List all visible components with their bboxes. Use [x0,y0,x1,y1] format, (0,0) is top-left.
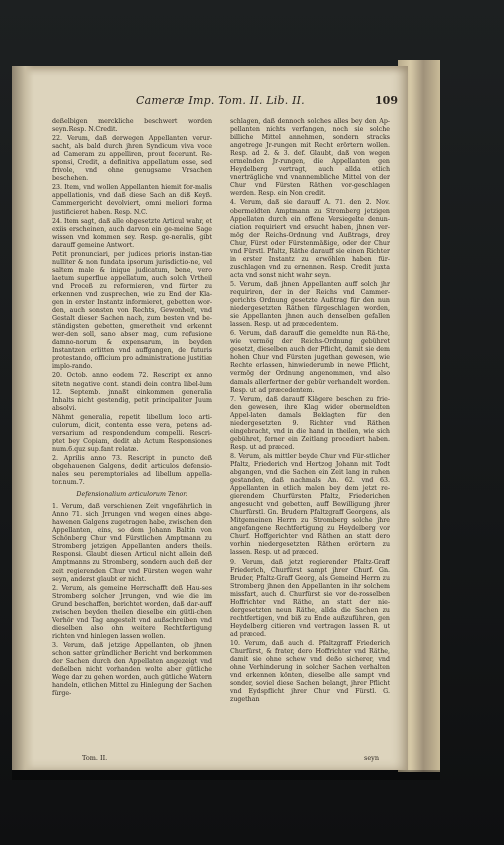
right-column [230,118,390,758]
paragraph: 6. Verum, daß darauff die gemeldte nun Rä-the, wie vermög der Reichs-Ordnung gebühret gesetzt, dieselben auch der Pflicht, damit sie dem hohen Chur vnd Fürsten jugethan gewesen, wie Rechte erlassen, hinwiederumb in newe Pflicht, vermög der Ordnung angenommen, vnd also damals allerfertner der gebür verhandelt worden. Resp. ut ad præcedentem. [230,330,390,394]
catchword: seyn [364,754,380,762]
paragraph: 2. Aprilis anno 73. Rescript in puncto deß obgehauenen Galgens, dedit articulos defensio-nales seu peremptoriales ad libellum appella-tor.num.7. [52,454,212,487]
paragraph: 8. Verum, als mittler beyde Chur vnd Für-stlicher Pfaltz, Friederich vnd Hertzog Johann mit Todt abgangen, vnd die Sachen ein Zeit lang in ruhen gestanden, daß nachmals An. 62. vnd 63. Appellanten in etlich malen bey dem jetzt re-gierendem Churfürsten Pfaltz, Friederichen angesucht vnd gebetten, auff Bewilligung jhrer Churfürstl. Gn. Brudern Pfaltzgraff Georgens, als Mitgemeinen Herrn zu Stromberg solche jhre angefangene Rechtfertigung zu Heydelberg vor Churf. Hoffgerichter vnd Räthen an statt dero vorhin niedergesetzten Räthen erörtern zu lassen. Resp. ut ad præced. [230,452,390,557]
paragraph: 1. Verum, daß verschienen Zeit vngefährlich in Anno 71. sich Jrrungen vnd wegen eines abge-hawenen Galgens zugetragen habe, zwischen den Appellanten, eins, so dem Johann Baltin von Schönberg Chur vnd Fürstlichen Amptmann zu Stromberg jetzigen Appellanten anders theils. Responsi. Glaubt diesen Articul nicht allein deß Amptmanns zu Stromberg, sondern auch deß der zeit regierenden Chur vnd Fürsten wegen wahr seyn, anderst glaubt er nicht. [52,503,212,583]
paragraph: 9. Verum, daß jetzt regierender Pfaltz-Graff Friederich, Churfürst sampt jhrer Churf. Gn. Bruder, Pfaltz-Graff Georg, als Gemeind Herrn zu Stromberg jhnen den Appellanten in ihr solchem missfart, auch d. Churfürst sie vor de-rosselben Hoffrichter vnd Räthe, an statt der nie-dergesetzten neun Räthe, allda die Sachen zu rechtfertigen, vnd biß zu Ende außzuführen, gen Heydelberg citieren vnd vertragen lassen R. ut ad præced. [230,558,390,638]
page-gutter [12,66,34,770]
paragraph: 7. Verum, daß darauff Klägere beschen zu frie-den gewesen, ihre Klag wider obermeldten Appel-laten damals Beklagten für den niedergesetzten 9. Richter vnd Räthen eingebracht, vnd in die hand in theilen, wie sich gebühret, ferner ein Zeitlang procediert haben. Resp. ut ad præced. [230,395,390,451]
paragraph: 22. Verum, daß derwegen Appellanten verur-sacht, als bald durch jhren Syndicum viva voce ad Cameram zu appelliren, prout fecerunt. Re-sponsi, Credit, a definitiva appellatum esse, sed frivole, vnd ohne genugsame Vrsachen beschehen. [52,135,212,183]
paragraph: 24. Item sagt, daß alle obgesetzte Articul wahr, et exiis erscheinen, auch darvon ein ge-meine Sage wissen vnd kommen sey. Resp. ge-neralis, gibt darauff gemeine Antwort. [52,217,212,249]
section-heading: Defensionalium articulorum Tenor. [76,491,188,499]
left-column [52,118,212,758]
paragraph: 3. Verum, daß jetzige Appellanten, ob jhnen schon satter gründlicher Bericht vnd berkommen der Sachen durch den Appellaten angezeigt vnd deßelben nicht vorhanden wolte aber gütliche Wege dar zu gehen worden, auch gütliche Watern handeln, etlichen Mittel zu Hinlegung der Sachen fürge- [52,641,212,698]
book-page [12,66,408,770]
signature-mark: Tom. II. [82,754,108,762]
paragraph: 5. Verum, daß jhnen Appellanten auff solch jhr requiriren, der in der Reichs vnd Cammer-gerichts Ordnung gesetzte Außtrag für den nun niedergesetzten Räthen fürgeschlagen worden, sie Appellanten jhnen auch denselben gefallen lassen. Resp. ut ad præcedentem. [230,280,390,329]
paragraph: 23. Item, vnd wollen Appellanten hiemit for-malis appellationis, vnd daß diese Sach an diß Keyß. Cammergericht devolviert, omni meliori forma justificieret haben. Resp. N.C. [52,184,212,216]
running-header [72,94,398,110]
page-number: 109 [375,94,398,107]
paragraph: 2. Verum, als gemeine Herrschafft deß Hau-ses Stromberg solcher Jrrungen, vnd wie die im Grund beschaffen, berichtet worden, daß dar-auff zwischen beyden theilen dieselbe ein gütli-chen Verhör vnd Tag angestelt vnd außschreiben vnd dieselben also ohn weitere Rechtfertigung richten vnd hinlegen lassen wollen. [52,584,212,640]
page-shadow [12,770,440,780]
paragraph: Nähmt generalia, repetit libellum loco arti-culorum, dicit, contenta esse vera, petens ad-versarium ad respondendum compelli. Rescri-ptet bey Copiam, dedit ab Actum Responsiones num.6.quz sup.fant relatæ. [52,413,212,453]
running-title: Cameræ Imp. Tom. II. Lib. II. [136,94,305,107]
paragraph: 10. Verum, daß auch d. Pfaltzgraff Friederich Churfürst, & frater, dero Hoffrichter vnd Räthe, damit sie ohne schew vnd deßo sicherer, vnd ohne Verhinderung in solcher Sachen verhalten vnd erkennen könten, dieselbe alle sampt vnd sonder, soviel diese Sachen belangt, jhrer Pflicht vnd Eydspflicht jhrer Chur vnd Fürstl. G. zugethan [230,640,390,704]
paragraph: 4. Verum, daß sie darauff A. 71. den 2. Nov. obermeldten Amptmann zu Stromberg jetzigen Appellaten durch ein offene Versiegelte denun-ciation requiriert vnd ersucht haben, jhnen ver-mög der Reichs-Ordnung vnd Außtrags, drey Chur, Fürst oder Fürstenmäßige, oder der Chur vnd Fürstl. Pfaltz, Räthe darauff sie einen Richter in erster Instantz zu erwöhlen haben für-zuschlagen vnd zu ernennen. Resp. Credit juxta acta vnd sonst nicht wahr seyn. [230,199,390,279]
paragraph: Petit pronunciari, per judices prioris instan-tiæ nulliter & non fundata ipsorum jurisdictio-ne, vel saltem male & inique judicatum, bene, vero laetum superflue appellatum, auch solch Vrtheil vnd Proceß zu reformieren, vnd fürter zu erkennen vnd zusprechen, wie zu End der Kla-gen in erster Instantz informieret, gebetten wor-den, auch sonsten von Rechts, Gewonheit, vnd Gestalt dieser Sachen nach, zum besten vnd be-ständigsten gebetten, gmeretheit vnd erkennt wer-den soll, sano abser mag, cum refusione damno-norum & expensarum, in beyden Instantzen erlitten vnd auffgangen, de futuris protestando, officium pro administratione justitiæ implo-rando. [52,250,212,371]
paragraph: schlagen, daß dennoch solches alles bey den Ap-pellanten nichts verfangen, noch sie solche billiche Mittel annehmen, sondern stracks angetrege Jr-rungen mit Recht erörtern wollen. Resp. ad 2. & 3. def. Glaubt, daß von wegen ermelnden Jr-rungen, die Appellanten gen Heydelberg vertragt, auch allda etlich vnerträgliche vnd vnannembliche Mittel von der Chur vnd Fürsten Räthen vor-geschlagen werden. Resp. ein Non credit. [230,118,390,198]
paragraph: 20. Octob. anno eodem 72. Rescript ex anno sitetn negative cont. standi dein contra libel-lum 12. Septemb. jnnaßt einkommen generalia Inhalts nicht gestendig, petit principaliter Juum absolvi. [52,372,212,412]
paragraph: deßelbigen merckliche beschwert worden seyn.Resp. N.Credit. [52,118,212,134]
